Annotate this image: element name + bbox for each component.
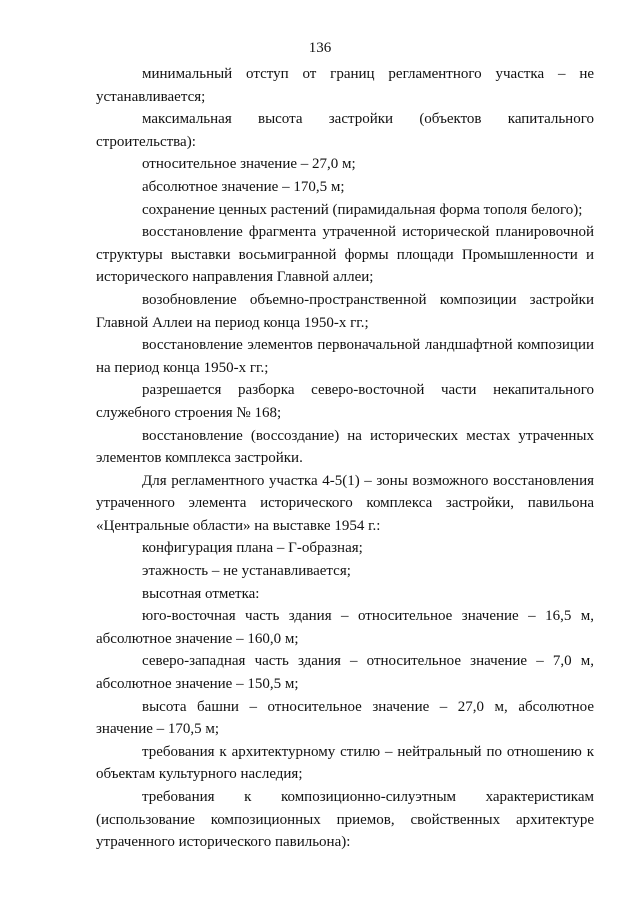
paragraph-dismantling: разрешается разборка северо-восточной части некапитального служебного строения № 168;	[96, 382, 594, 421]
paragraph-northwest: северо-западная часть здания – относительное значение – 7,0 м, абсолютное значение – 150,5 м;	[96, 653, 594, 693]
paragraph-min-setback: минимальный отступ от границ регламентного участка – не устанавливается;	[96, 66, 594, 105]
paragraph-landscape: восстановление элементов первоначальной ландшафтной композиции на период конца 1950-х гг.;	[96, 337, 594, 376]
paragraph-silhouette: требования к композиционно-силуэтным характеристикам (использование композиционных приемов, свойственных архитектуре утраченного исторического павильона):	[96, 789, 594, 851]
paragraph-plan-config: конфигурация плана – Г-образная;	[142, 540, 363, 557]
paragraph-floors: этажность – не устанавливается;	[142, 563, 351, 580]
paragraph-recreation: восстановление (воссоздание) на исторических местах утраченных элементов комплекса застройки.	[96, 427, 594, 467]
paragraph-max-height: максимальная высота застройки (объектов капитального строительства):	[96, 111, 594, 150]
paragraph-tower: высота башни – относительное значение – 27,0 м, абсолютное значение – 170,5 м;	[96, 698, 594, 738]
paragraph-southeast: юго-восточная часть здания – относительное значение – 16,5 м, абсолютное значение – 160,0 м;	[96, 608, 594, 647]
paragraph-height-mark: высотная отметка:	[142, 585, 260, 602]
paragraph-relative-value: относительное значение – 27,0 м;	[142, 156, 356, 173]
document-body	[96, 63, 594, 854]
paragraph-composition: возобновление объемно-пространственной композиции застройки Главной Аллеи на период конца 1950-х гг.;	[96, 291, 594, 331]
paragraph-plants: сохранение ценных растений (пирамидальная форма тополя белого);	[142, 201, 583, 218]
paragraph-section-4-5-1: Для регламентного участка 4-5(1) – зоны возможного восстановления утраченного элемента исторического комплекса застройки, павильона «Центральные области» на выставке 1954 г.:	[96, 472, 594, 534]
paragraph-absolute-value: абсолютное значение – 170,5 м;	[142, 178, 345, 195]
paragraph-style: требования к архитектурному стилю – нейтральный по отношению к объектам культурного наследия;	[96, 743, 594, 783]
paragraph-restore-fragment: восстановление фрагмента утраченной исторической планировочной структуры выставки восьмигранной формы площади Промышленности и исторического направления Главной аллеи;	[96, 224, 594, 286]
page-number: 136	[308, 40, 332, 56]
